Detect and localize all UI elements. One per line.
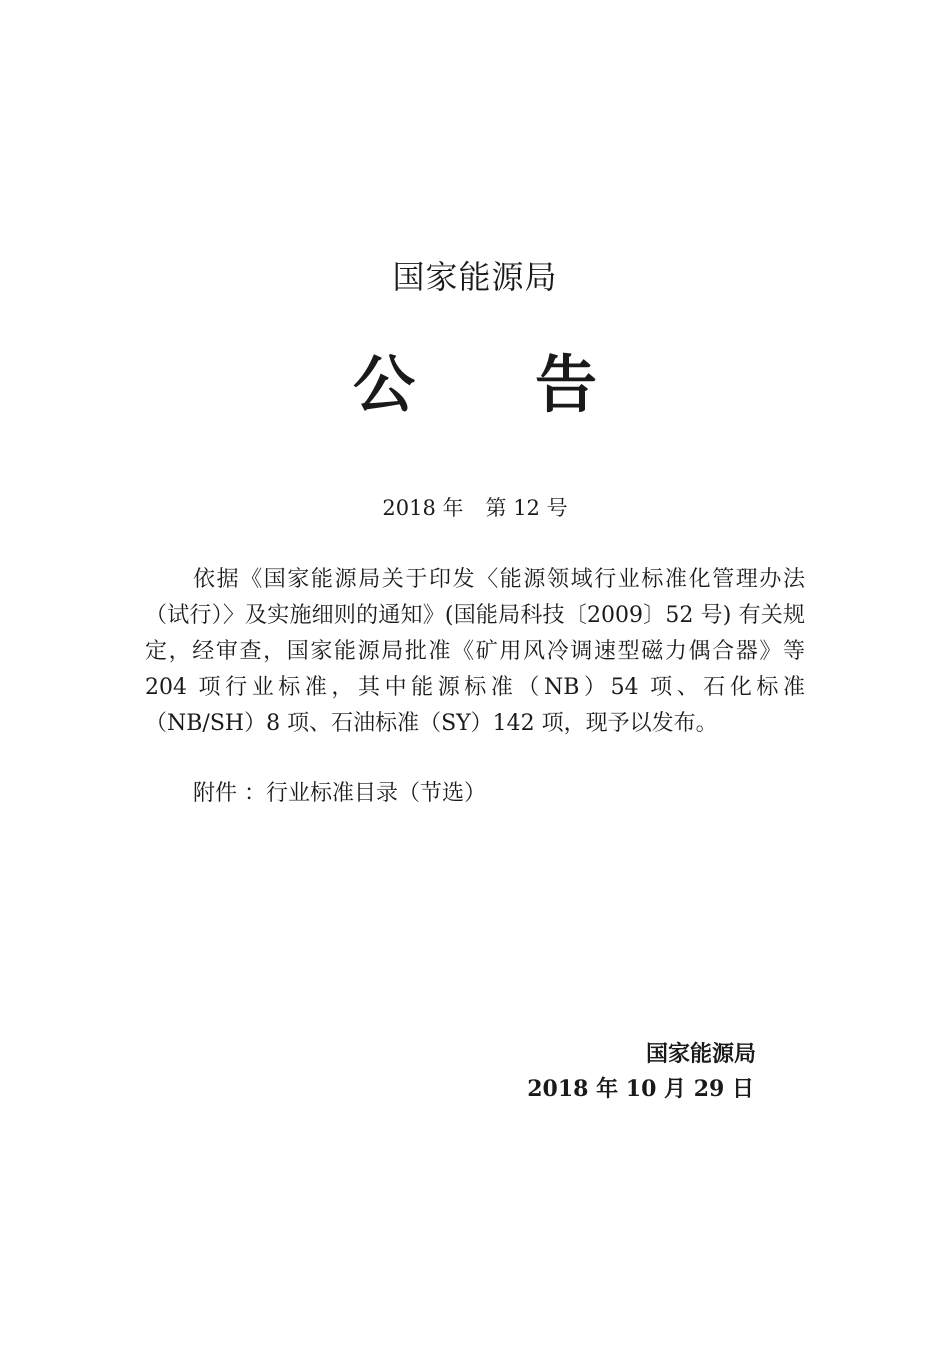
- document-year: 2018 年: [382, 496, 464, 520]
- document-number: [0, 492, 950, 522]
- signature-block: [527, 1037, 754, 1107]
- announcement-body: 依据《国家能源局关于印发〈能源领域行业标准化管理办法（试行）〉及实施细则的通知》(国能局科技〔2009〕52 号) 有关规定，经审查，国家能源局批准《矿用风冷调速型磁力偶合器》等 204 项行业标准，其中能源标准（NB）54 项、石化标准（NB/SH）8 项、石油标准（SY）142 项，现予以发布。: [145, 567, 805, 736]
- document-issue: 第 12 号: [485, 496, 568, 520]
- signature-organization: 国家能源局: [645, 1042, 756, 1067]
- document-type-title: 公告: [352, 348, 717, 421]
- issuer-heading: 国家能源局: [392, 258, 558, 296]
- attachment-line: 附件 ：行业标准目录（节选）: [193, 781, 486, 806]
- signature-date: 2018 年 10 月 29 日: [527, 1076, 754, 1102]
